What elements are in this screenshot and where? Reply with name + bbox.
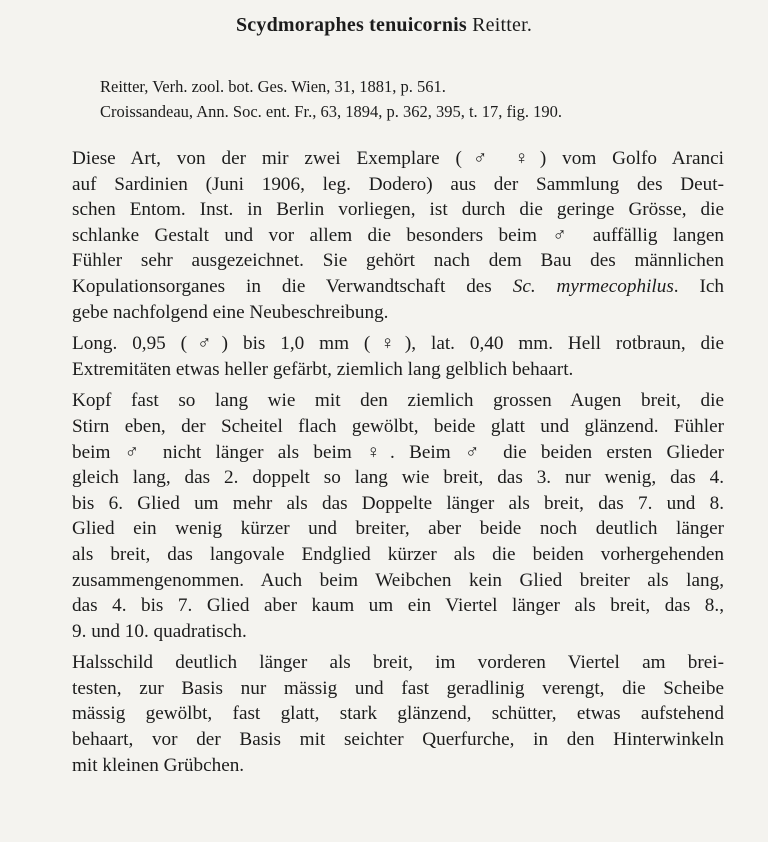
species-name: Scydmoraphes tenuicornis xyxy=(235,14,467,36)
text-line: Long. 0,95 (♂) bis 1,0 mm (♀), lat. 0,40 mm. Hell rotbraun, die xyxy=(72,333,724,355)
references-block xyxy=(100,74,730,124)
text-line: mässig gewölbt, fast glatt, stark glänzend, schütter, etwas aufstehend xyxy=(72,703,724,725)
text-line: Halsschild deutlich länger als breit, im vorderen Viertel am brei- xyxy=(72,652,724,674)
paragraph-intro xyxy=(72,146,724,325)
species-author: Reitter. xyxy=(472,14,533,36)
text-line: Diese Art, von der mir zwei Exemplare (♂ ♀) vom Golfo Aranci xyxy=(72,148,724,169)
reference-line: Reitter, Verh. zool. bot. Ges. Wien, 31, 1881, p. 561. xyxy=(100,77,446,96)
text-line: als breit, das langovale Endglied kürzer als die beiden vorhergehenden xyxy=(72,543,724,565)
text-line: schlanke Gestalt und vor allem die besonders beim ♂ auffällig langen xyxy=(72,224,724,246)
text-span: . Ich xyxy=(673,275,725,297)
text-line xyxy=(72,274,724,300)
paragraph-head xyxy=(72,388,724,644)
text-line: auf Sardinien (Juni 1906, leg. Dodero) aus der Sammlung des Deut- xyxy=(72,173,724,195)
description-body xyxy=(72,146,724,778)
text-line: bis 6. Glied um mehr als das Doppelte länger als breit, das 7. und 8. xyxy=(72,492,724,514)
text-line: Fühler sehr ausgezeichnet. Sie gehört nach dem Bau des männlichen xyxy=(72,250,724,272)
text-line: testen, zur Basis nur mässig und fast geradlinig verengt, die Scheibe xyxy=(72,677,724,699)
text-line: 9. und 10. quadratisch. xyxy=(72,620,247,642)
text-line: gleich lang, das 2. doppelt so lang wie breit, das 3. nur wenig, das 4. xyxy=(72,467,724,489)
text-line: beim ♂ nicht länger als beim ♀. Beim ♂ die beiden ersten Glieder xyxy=(72,441,724,463)
text-line: mit kleinen Grübchen. xyxy=(72,754,245,776)
reference-line: Croissandeau, Ann. Soc. ent. Fr., 63, 1894, p. 362, 395, t. 17, fig. 190. xyxy=(100,102,562,121)
paragraph-measurements xyxy=(72,331,724,382)
species-heading xyxy=(0,14,768,37)
text-line: Extremitäten etwas heller gefärbt, ziemlich lang gelblich behaart. xyxy=(72,358,574,380)
paragraph-pronotum xyxy=(72,650,724,778)
text-line: das 4. bis 7. Glied aber kaum um ein Viertel länger als breit, das 8., xyxy=(72,595,724,617)
text-span: Kopulationsorganes in die Verwandtschaft des xyxy=(72,275,513,297)
text-line: Kopf fast so lang wie mit den ziemlich grossen Augen breit, die xyxy=(72,390,724,412)
text-line: Stirn eben, der Scheitel flach gewölbt, beide glatt und glänzend. Fühler xyxy=(72,415,724,437)
text-line: zusammengenommen. Auch beim Weibchen kein Glied breiter als lang, xyxy=(72,569,724,591)
text-line: behaart, vor der Basis mit seichter Querfurche, in den Hinterwinkeln xyxy=(72,729,724,751)
species-reference-italic: Sc. myrmecophilus xyxy=(512,275,674,297)
text-line: Glied ein wenig kürzer und breiter, aber beide noch deutlich länger xyxy=(72,518,724,540)
text-line: gebe nachfolgend eine Neubeschreibung. xyxy=(72,301,389,323)
text-line: schen Entom. Inst. in Berlin vorliegen, ist durch die geringe Grösse, die xyxy=(72,199,724,221)
